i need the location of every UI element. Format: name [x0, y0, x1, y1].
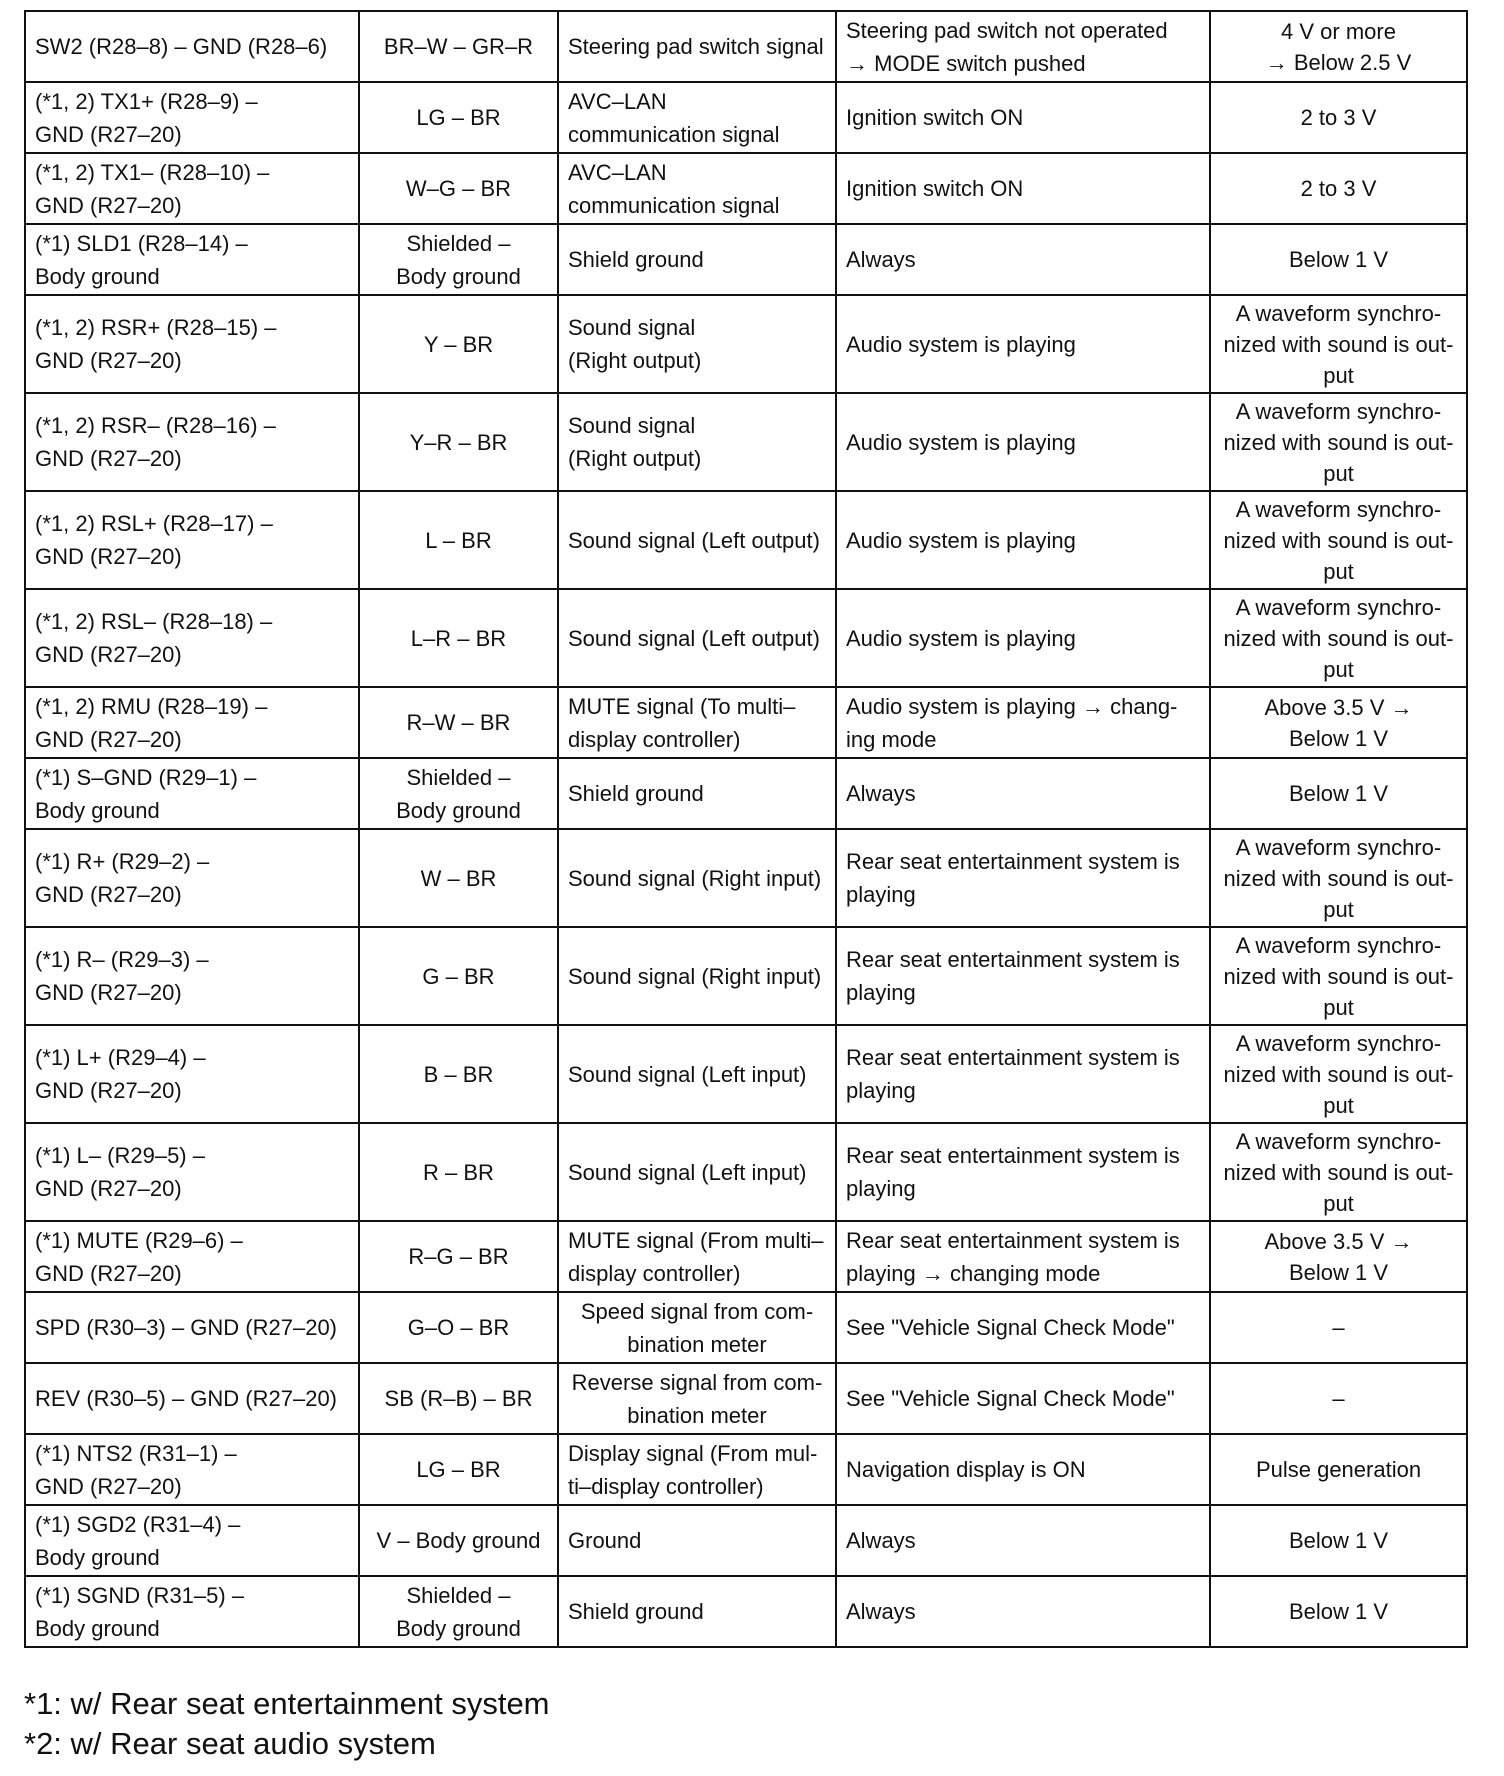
- wiring-color-cell: SB (R–B) – BR: [359, 1363, 558, 1434]
- terminal-cell: (*1) NTS2 (R31–1) – GND (R27–20): [25, 1434, 359, 1505]
- description-cell: MUTE signal (From multi– display controller): [558, 1221, 836, 1292]
- terminal-spec-table: [24, 10, 1468, 1648]
- terminal-cell: (*1) R+ (R29–2) – GND (R27–20): [25, 829, 359, 927]
- spec-table-body: [25, 11, 1467, 1647]
- condition-cell: Audio system is playing: [836, 295, 1210, 393]
- table-row: [25, 393, 1467, 491]
- standard-condition-cell: –: [1210, 1363, 1467, 1434]
- wiring-color-cell: G – BR: [359, 927, 558, 1025]
- table-row: [25, 1221, 1467, 1292]
- condition-cell: Always: [836, 758, 1210, 829]
- standard-condition-cell: A waveform synchro- nized with sound is out- put: [1210, 589, 1467, 687]
- description-cell: Sound signal (Right output): [558, 393, 836, 491]
- condition-cell: Navigation display is ON: [836, 1434, 1210, 1505]
- table-row: [25, 11, 1467, 82]
- table-row: [25, 1123, 1467, 1221]
- wiring-color-cell: R – BR: [359, 1123, 558, 1221]
- standard-condition-cell: Above 3.5 V → Below 1 V: [1210, 1221, 1467, 1292]
- standard-condition-cell: Below 1 V: [1210, 224, 1467, 295]
- condition-cell: Audio system is playing: [836, 393, 1210, 491]
- description-cell: Shield ground: [558, 224, 836, 295]
- description-cell: AVC–LAN communication signal: [558, 153, 836, 224]
- wiring-color-cell: W–G – BR: [359, 153, 558, 224]
- table-row: [25, 1292, 1467, 1363]
- description-cell: Sound signal (Left input): [558, 1123, 836, 1221]
- standard-condition-cell: Below 1 V: [1210, 758, 1467, 829]
- terminal-cell: (*1) MUTE (R29–6) – GND (R27–20): [25, 1221, 359, 1292]
- terminal-cell: SW2 (R28–8) – GND (R28–6): [25, 11, 359, 82]
- standard-condition-cell: 2 to 3 V: [1210, 82, 1467, 153]
- condition-cell: Ignition switch ON: [836, 82, 1210, 153]
- condition-cell: See "Vehicle Signal Check Mode": [836, 1363, 1210, 1434]
- standard-condition-cell: A waveform synchro- nized with sound is out- put: [1210, 829, 1467, 927]
- wiring-color-cell: L–R – BR: [359, 589, 558, 687]
- standard-condition-cell: –: [1210, 1292, 1467, 1363]
- condition-cell: Ignition switch ON: [836, 153, 1210, 224]
- table-row: [25, 687, 1467, 758]
- description-cell: Sound signal (Left input): [558, 1025, 836, 1123]
- wiring-color-cell: Shielded – Body ground: [359, 224, 558, 295]
- condition-cell: Audio system is playing: [836, 589, 1210, 687]
- terminal-cell: (*1, 2) RSR– (R28–16) – GND (R27–20): [25, 393, 359, 491]
- condition-cell: Rear seat entertainment system is playing → changing mode: [836, 1221, 1210, 1292]
- footnote-1: *1: w/ Rear seat entertainment system: [24, 1686, 550, 1721]
- wiring-color-cell: Shielded – Body ground: [359, 1576, 558, 1647]
- description-cell: Reverse signal from com- bination meter: [558, 1363, 836, 1434]
- table-row: [25, 1363, 1467, 1434]
- terminal-cell: (*1) L+ (R29–4) – GND (R27–20): [25, 1025, 359, 1123]
- wiring-color-cell: R–G – BR: [359, 1221, 558, 1292]
- description-cell: Sound signal (Right input): [558, 927, 836, 1025]
- terminal-cell: (*1) SGD2 (R31–4) – Body ground: [25, 1505, 359, 1576]
- terminal-cell: (*1, 2) RSL+ (R28–17) – GND (R27–20): [25, 491, 359, 589]
- wiring-color-cell: V – Body ground: [359, 1505, 558, 1576]
- wiring-color-cell: B – BR: [359, 1025, 558, 1123]
- terminal-cell: REV (R30–5) – GND (R27–20): [25, 1363, 359, 1434]
- wiring-color-cell: L – BR: [359, 491, 558, 589]
- description-cell: Sound signal (Right input): [558, 829, 836, 927]
- table-row: [25, 829, 1467, 927]
- condition-cell: Always: [836, 1576, 1210, 1647]
- condition-cell: Rear seat entertainment system is playing: [836, 1025, 1210, 1123]
- standard-condition-cell: Below 1 V: [1210, 1505, 1467, 1576]
- description-cell: Ground: [558, 1505, 836, 1576]
- condition-cell: See "Vehicle Signal Check Mode": [836, 1292, 1210, 1363]
- table-row: [25, 927, 1467, 1025]
- description-cell: Display signal (From mul- ti–display controller): [558, 1434, 836, 1505]
- wiring-color-cell: W – BR: [359, 829, 558, 927]
- wiring-color-cell: Y – BR: [359, 295, 558, 393]
- condition-cell: Always: [836, 224, 1210, 295]
- footnote-2: *2: w/ Rear seat audio system: [24, 1726, 436, 1761]
- table-row: [25, 589, 1467, 687]
- terminal-cell: (*1) SGND (R31–5) – Body ground: [25, 1576, 359, 1647]
- wiring-color-cell: G–O – BR: [359, 1292, 558, 1363]
- terminal-cell: (*1) L– (R29–5) – GND (R27–20): [25, 1123, 359, 1221]
- standard-condition-cell: A waveform synchro- nized with sound is out- put: [1210, 927, 1467, 1025]
- terminal-cell: (*1, 2) RSL– (R28–18) – GND (R27–20): [25, 589, 359, 687]
- terminal-cell: (*1) R– (R29–3) – GND (R27–20): [25, 927, 359, 1025]
- table-row: [25, 1434, 1467, 1505]
- terminal-cell: (*1) S–GND (R29–1) – Body ground: [25, 758, 359, 829]
- standard-condition-cell: Below 1 V: [1210, 1576, 1467, 1647]
- description-cell: Shield ground: [558, 758, 836, 829]
- description-cell: Shield ground: [558, 1576, 836, 1647]
- wiring-color-cell: Shielded – Body ground: [359, 758, 558, 829]
- terminal-cell: (*1, 2) TX1– (R28–10) – GND (R27–20): [25, 153, 359, 224]
- standard-condition-cell: 4 V or more → Below 2.5 V: [1210, 11, 1467, 82]
- wiring-color-cell: LG – BR: [359, 1434, 558, 1505]
- terminal-cell: SPD (R30–3) – GND (R27–20): [25, 1292, 359, 1363]
- table-row: [25, 758, 1467, 829]
- description-cell: Sound signal (Left output): [558, 589, 836, 687]
- description-cell: Sound signal (Right output): [558, 295, 836, 393]
- description-cell: Speed signal from com- bination meter: [558, 1292, 836, 1363]
- condition-cell: Audio system is playing: [836, 491, 1210, 589]
- condition-cell: Rear seat entertainment system is playing: [836, 829, 1210, 927]
- standard-condition-cell: Pulse generation: [1210, 1434, 1467, 1505]
- terminal-cell: (*1, 2) RSR+ (R28–15) – GND (R27–20): [25, 295, 359, 393]
- terminal-cell: (*1, 2) TX1+ (R28–9) – GND (R27–20): [25, 82, 359, 153]
- standard-condition-cell: 2 to 3 V: [1210, 153, 1467, 224]
- standard-condition-cell: A waveform synchro- nized with sound is out- put: [1210, 295, 1467, 393]
- terminal-cell: (*1) SLD1 (R28–14) – Body ground: [25, 224, 359, 295]
- wiring-color-cell: R–W – BR: [359, 687, 558, 758]
- standard-condition-cell: A waveform synchro- nized with sound is out- put: [1210, 491, 1467, 589]
- wiring-color-cell: Y–R – BR: [359, 393, 558, 491]
- condition-cell: Always: [836, 1505, 1210, 1576]
- terminal-cell: (*1, 2) RMU (R28–19) – GND (R27–20): [25, 687, 359, 758]
- condition-cell: Rear seat entertainment system is playing: [836, 927, 1210, 1025]
- table-row: [25, 82, 1467, 153]
- description-cell: MUTE signal (To multi– display controller): [558, 687, 836, 758]
- table-row: [25, 1025, 1467, 1123]
- table-row: [25, 1505, 1467, 1576]
- table-row: [25, 491, 1467, 589]
- description-cell: Sound signal (Left output): [558, 491, 836, 589]
- condition-cell: Audio system is playing → chang- ing mode: [836, 687, 1210, 758]
- standard-condition-cell: Above 3.5 V → Below 1 V: [1210, 687, 1467, 758]
- standard-condition-cell: A waveform synchro- nized with sound is out- put: [1210, 1025, 1467, 1123]
- condition-cell: Steering pad switch not operated → MODE switch pushed: [836, 11, 1210, 82]
- table-row: [25, 1576, 1467, 1647]
- footnotes: [24, 1684, 550, 1764]
- wiring-color-cell: LG – BR: [359, 82, 558, 153]
- table-row: [25, 224, 1467, 295]
- wiring-color-cell: BR–W – GR–R: [359, 11, 558, 82]
- standard-condition-cell: A waveform synchro- nized with sound is out- put: [1210, 393, 1467, 491]
- description-cell: AVC–LAN communication signal: [558, 82, 836, 153]
- description-cell: Steering pad switch signal: [558, 11, 836, 82]
- table-row: [25, 295, 1467, 393]
- standard-condition-cell: A waveform synchro- nized with sound is out- put: [1210, 1123, 1467, 1221]
- table-row: [25, 153, 1467, 224]
- condition-cell: Rear seat entertainment system is playing: [836, 1123, 1210, 1221]
